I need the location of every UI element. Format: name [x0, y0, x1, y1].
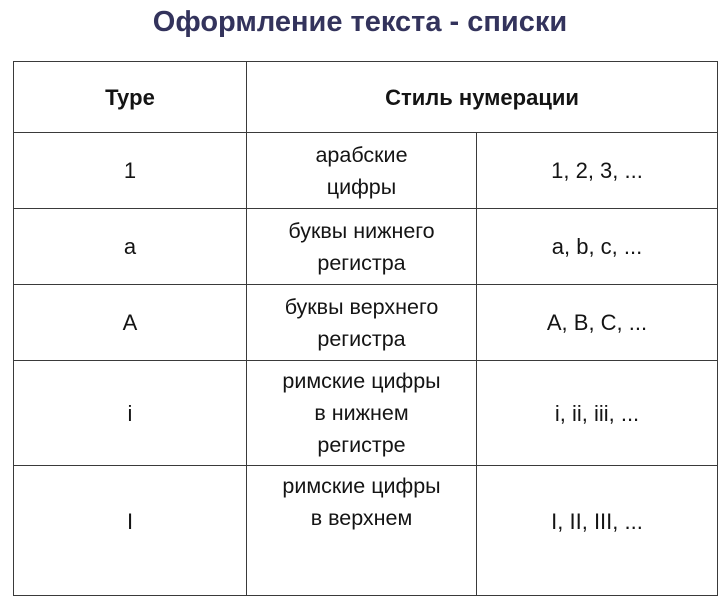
description-line: регистра — [317, 326, 406, 351]
description-cell — [247, 285, 477, 361]
example-cell: a, b, c, ... — [477, 209, 718, 285]
description-line: в нижнем — [314, 401, 409, 425]
example-cell: 1, 2, 3, ... — [477, 133, 718, 209]
description-line: регистра — [317, 250, 406, 275]
type-cell: a — [14, 209, 247, 285]
example-cell: i, ii, iii, ... — [477, 361, 718, 466]
description-cell — [247, 133, 477, 209]
description-line: арабские — [315, 142, 408, 167]
header-type: Type — [14, 62, 247, 133]
description-line: римские цифры — [282, 474, 441, 498]
table-row — [14, 466, 718, 596]
type-cell: 1 — [14, 133, 247, 209]
description-cell — [247, 361, 477, 466]
description-line: в верхнем — [310, 506, 413, 530]
description-cell — [247, 209, 477, 285]
example-cell: A, B, C, ... — [477, 285, 718, 361]
slide-title: Оформление текста - списки — [152, 6, 568, 38]
description-line: римские цифры — [282, 369, 441, 393]
description-cell — [247, 466, 477, 596]
header-numbering-style: Стиль нумерации — [247, 62, 718, 133]
description-line: буквы нижнего — [288, 218, 435, 243]
table-header-row — [14, 62, 718, 133]
table-row — [14, 285, 718, 361]
table-row — [14, 209, 718, 285]
type-cell: i — [14, 361, 247, 466]
table-row — [14, 361, 718, 466]
description-line: буквы верхнего — [284, 294, 439, 319]
example-cell: I, II, III, ... — [477, 466, 718, 596]
numbering-styles-table — [13, 61, 718, 596]
type-cell: I — [14, 466, 247, 596]
description-line: регистре — [317, 433, 406, 457]
description-line: цифры — [326, 174, 397, 199]
type-cell: A — [14, 285, 247, 361]
table-row — [14, 133, 718, 209]
